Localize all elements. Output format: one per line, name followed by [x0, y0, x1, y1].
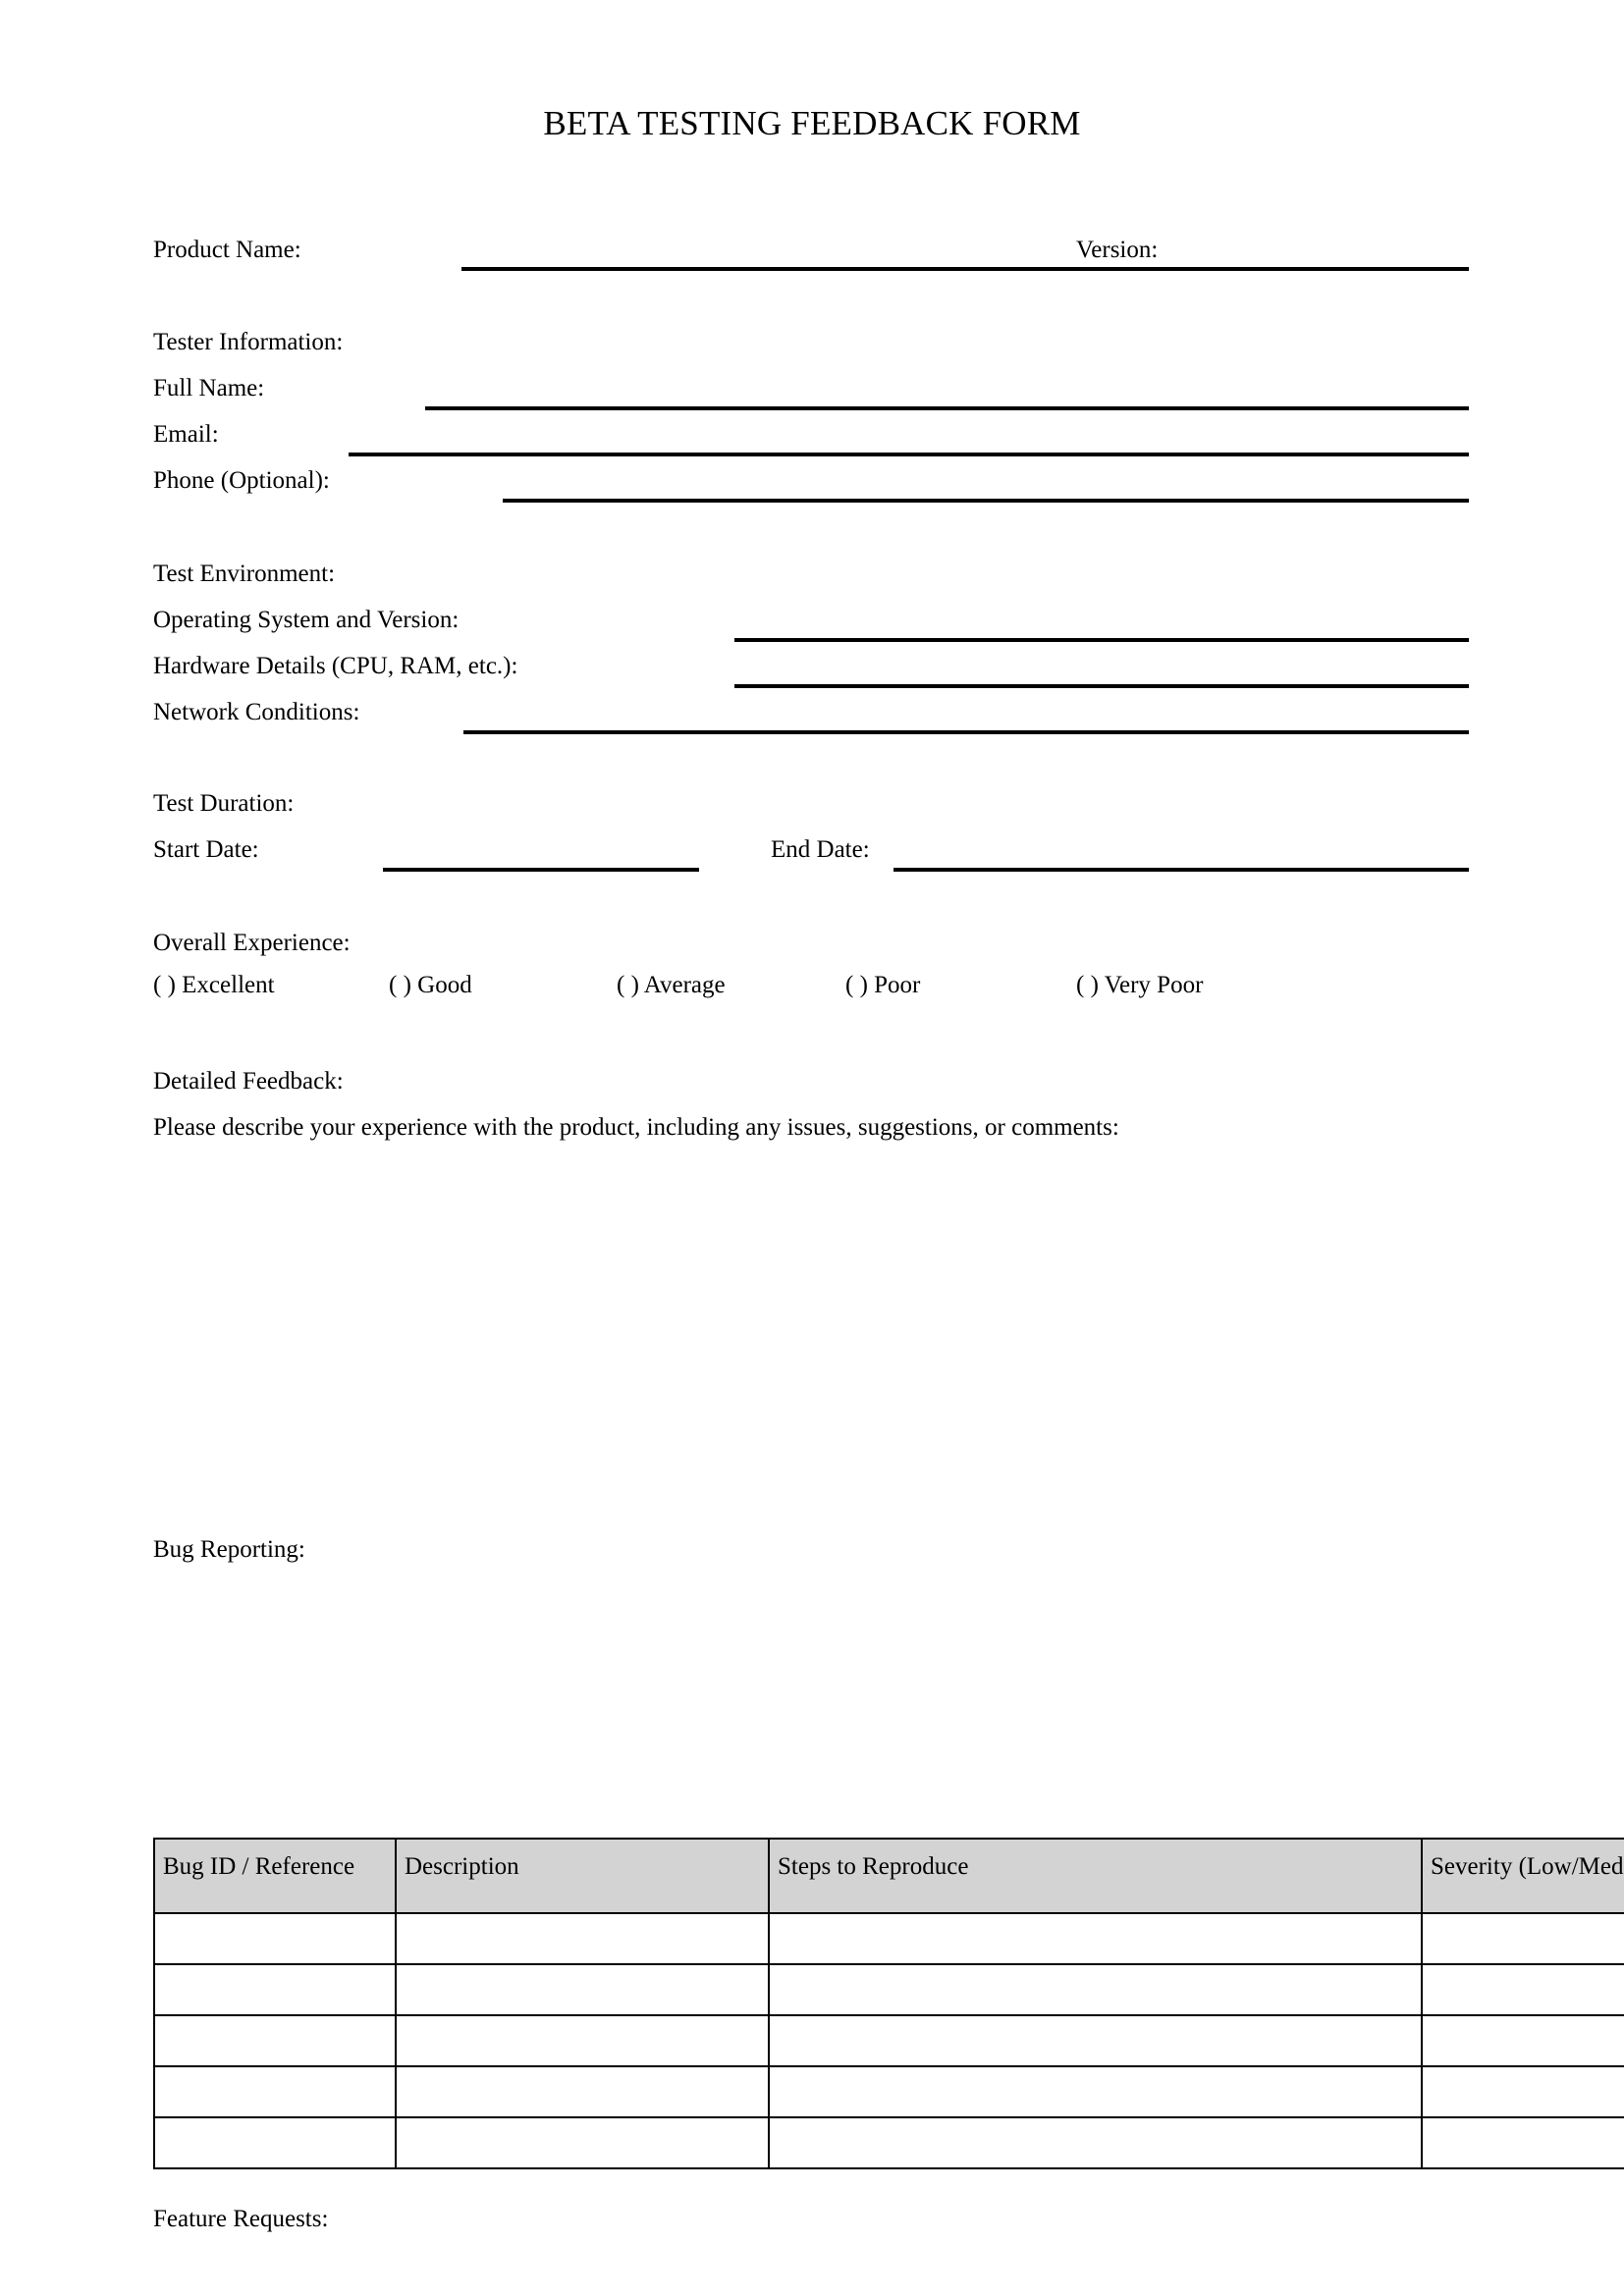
hardware-details-input-line[interactable] [734, 684, 1469, 688]
radio-marker-icon[interactable]: ( ) [153, 972, 176, 998]
table-cell-bug-id[interactable] [154, 2066, 396, 2117]
table-cell-steps[interactable] [769, 2117, 1422, 2168]
radio-marker-icon[interactable]: ( ) [389, 972, 411, 998]
column-header-severity [1422, 1839, 1624, 1913]
table-cell-steps[interactable] [769, 2015, 1422, 2066]
table-cell-severity[interactable] [1422, 2117, 1624, 2168]
phone-label: Phone (Optional): [153, 467, 330, 494]
network-conditions-label: Network Conditions: [153, 699, 360, 725]
test-environment-heading: Test Environment: [153, 561, 336, 587]
table-cell-severity[interactable] [1422, 2066, 1624, 2117]
table-cell-description[interactable] [396, 2066, 769, 2117]
start-date-input-line[interactable] [383, 868, 699, 872]
detailed-feedback-textarea[interactable] [153, 1153, 1469, 1487]
column-header-description [396, 1839, 769, 1913]
operating-system-label: Operating System and Version: [153, 607, 460, 633]
table-row [154, 1913, 1624, 1964]
bug-report-table [153, 1838, 1624, 2169]
table-header-row [154, 1839, 1624, 1913]
overall-experience-heading: Overall Experience: [153, 930, 351, 956]
overall-experience-options [153, 972, 1469, 1005]
rating-option-label: Very Poor [1104, 972, 1204, 998]
column-header-steps-to-reproduce [769, 1839, 1422, 1913]
full-name-input-line[interactable] [425, 406, 1469, 410]
column-header-bug-id [154, 1839, 396, 1913]
table-cell-steps[interactable] [769, 2066, 1422, 2117]
test-duration-heading: Test Duration: [153, 790, 295, 817]
radio-marker-icon[interactable]: ( ) [845, 972, 868, 998]
column-header-label: Steps to Reproduce [778, 1853, 969, 1880]
table-row [154, 1964, 1624, 2015]
phone-input-line[interactable] [503, 499, 1469, 503]
product-name-label: Product Name: [153, 237, 301, 263]
page-title: BETA TESTING FEEDBACK FORM [543, 104, 1081, 142]
table-cell-description[interactable] [396, 1913, 769, 1964]
table-cell-severity[interactable] [1422, 2015, 1624, 2066]
table-cell-severity[interactable] [1422, 1913, 1624, 1964]
table-cell-description[interactable] [396, 2015, 769, 2066]
rating-option-excellent[interactable] [153, 972, 275, 999]
table-row [154, 2066, 1624, 2117]
table-row [154, 2117, 1624, 2168]
tester-information-heading: Tester Information: [153, 329, 344, 355]
table-row [154, 2015, 1624, 2066]
bug-reporting-heading: Bug Reporting: [153, 1536, 305, 1563]
bug-reporting-notes-area[interactable] [153, 1580, 1469, 1816]
feature-requests-heading: Feature Requests: [153, 2206, 329, 2232]
table-cell-steps[interactable] [769, 1964, 1422, 2015]
email-label: Email: [153, 421, 219, 448]
column-header-label: Severity (Low/Med [1431, 1853, 1624, 1880]
column-header-label: Bug ID / Reference [163, 1853, 355, 1880]
table-cell-description[interactable] [396, 2117, 769, 2168]
detailed-feedback-prompt: Please describe your experience with the product, including any issues, suggestions, or comments: [153, 1114, 1119, 1141]
rating-option-label: Average [643, 972, 726, 998]
email-input-line[interactable] [349, 453, 1469, 456]
radio-marker-icon[interactable]: ( ) [617, 972, 639, 998]
hardware-details-label: Hardware Details (CPU, RAM, etc.): [153, 653, 518, 679]
rating-option-poor[interactable] [845, 972, 920, 999]
rating-option-very-poor[interactable] [1076, 972, 1203, 999]
radio-marker-icon[interactable]: ( ) [1076, 972, 1099, 998]
full-name-label: Full Name: [153, 375, 265, 401]
rating-option-good[interactable] [389, 972, 472, 999]
version-label: Version: [1076, 237, 1159, 263]
rating-option-label: Excellent [182, 972, 275, 998]
table-cell-description[interactable] [396, 1964, 769, 2015]
rating-option-label: Good [417, 972, 472, 998]
rating-option-label: Poor [874, 972, 921, 998]
product-name-input-line[interactable] [461, 267, 1469, 271]
table-cell-bug-id[interactable] [154, 2117, 396, 2168]
rating-option-average[interactable] [617, 972, 726, 999]
end-date-label: End Date: [771, 836, 870, 863]
operating-system-input-line[interactable] [734, 638, 1469, 642]
table-cell-bug-id[interactable] [154, 1964, 396, 2015]
column-header-label: Description [405, 1853, 519, 1880]
table-cell-bug-id[interactable] [154, 1913, 396, 1964]
end-date-input-line[interactable] [893, 868, 1469, 872]
table-cell-severity[interactable] [1422, 1964, 1624, 2015]
start-date-label: Start Date: [153, 836, 259, 863]
table-cell-steps[interactable] [769, 1913, 1422, 1964]
table-cell-bug-id[interactable] [154, 2015, 396, 2066]
detailed-feedback-heading: Detailed Feedback: [153, 1068, 344, 1095]
network-conditions-input-line[interactable] [463, 730, 1469, 734]
